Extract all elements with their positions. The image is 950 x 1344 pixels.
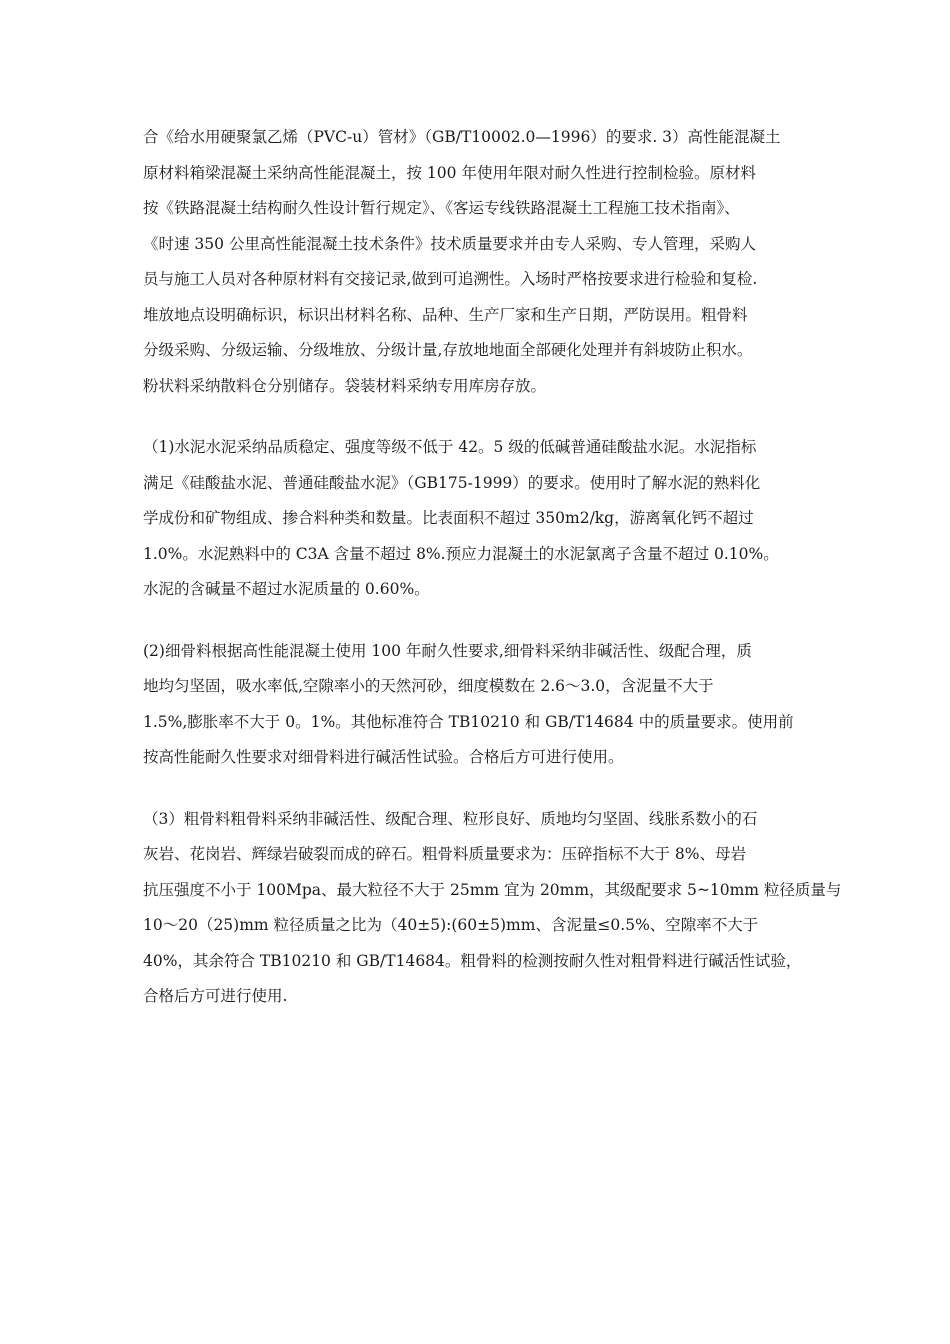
text-line: 按高性能耐久性要求对细骨料进行碱活性试验。合格后方可进行使用。 — [143, 748, 624, 766]
paragraph-spacer — [143, 608, 815, 634]
text-line: 灰岩、花岗岩、辉绿岩破裂而成的碎石。粗骨料质量要求为：压碎指标不大于 8%、母岩 — [143, 845, 747, 863]
text-line: 水泥的含碱量不超过水泥质量的 0.60%。 — [143, 580, 430, 598]
paragraph-spacer — [143, 776, 815, 802]
text-line: （3）粗骨料粗骨料采纳非碱活性、级配合理、粒形良好、质地均匀坚固、线胀系数小的石 — [143, 809, 758, 828]
text-line: 员与施工人员对各种原材料有交接记录,做到可追溯性。入场时严格按要求进行检验和复检. — [143, 270, 758, 288]
text-line: 学成份和矿物组成、掺合料种类和数量。比表面积不超过 350m2/kg，游离氧化钙不超过 — [143, 509, 754, 527]
paragraph-cement — [143, 430, 815, 608]
document-body — [143, 120, 842, 1015]
text-line: 1.5%,膨胀率不大于 0。1%。其他标准符合 TB10210 和 GB/T14684 中的质量要求。使用前 — [143, 712, 794, 731]
text-line: 粉状料采纳散料仓分别储存。袋装材料采纳专用库房存放。 — [143, 376, 547, 395]
text-line: 《时速 350 公里高性能混凝土技术条件》技术质量要求并由专人采购、专人管理，采购人 — [143, 234, 756, 253]
text-line: 合格后方可进行使用. — [143, 987, 288, 1005]
text-line: 满足《硅酸盐水泥、普通硅酸盐水泥》（GB175-1999）的要求。使用时了解水泥的熟料化 — [143, 473, 761, 492]
text-line: 堆放地点设明确标识，标识出材料名称、品种、生产厂家和生产日期，严防误用。粗骨料 — [143, 305, 748, 324]
text-line: 合《给水用硬聚氯乙烯（PVC-u）管材》（GB/T10002.0—1996）的要求. 3）高性能混凝土 — [143, 128, 781, 146]
text-line: 地均匀坚固，吸水率低,空隙率小的天然河砂，细度模数在 2.6～3.0，含泥量不大于 — [143, 677, 714, 695]
text-line: 1.0%。水泥熟料中的 C3A 含量不超过 8%.预应力混凝土的水泥氯离子含量不超过 0.10%。 — [143, 544, 779, 563]
text-line: （1)水泥水泥采纳品质稳定、强度等级不低于 42。5 级的低碱普通硅酸盐水泥。水泥指标 — [143, 438, 757, 456]
text-line: 40%，其余符合 TB10210 和 GB/T14684。粗骨料的检测按耐久性对粗骨料进行碱活性试验， — [143, 951, 802, 970]
paragraph-fine-aggregate — [143, 634, 815, 776]
paragraph-raw-materials — [143, 120, 815, 404]
text-line: 10～20（25)mm 粒径质量之比为（40±5):(60±5)mm、含泥量≤0.5%、空隙率不大于 — [143, 916, 759, 934]
text-line: 分级采购、分级运输、分级堆放、分级计量,存放地地面全部硬化处理并有斜坡防止积水。 — [143, 341, 753, 359]
paragraph-coarse-aggregate — [143, 802, 842, 1015]
text-line: 原材料箱梁混凝土采纳高性能混凝土，按 100 年使用年限对耐久性进行控制检验。原材料 — [143, 163, 756, 182]
paragraph-spacer — [143, 404, 815, 430]
text-line: (2)细骨料根据高性能混凝土使用 100 年耐久性要求,细骨料采纳非碱活性、级配合理，质 — [143, 641, 752, 660]
text-line: 抗压强度不小于 100Mpa、最大粒径不大于 25mm 宜为 20mm，其级配要求 5~10mm 粒径质量与 — [143, 880, 842, 899]
text-line: 按《铁路混凝土结构耐久性设计暂行规定》、《客运专线铁路混凝土工程施工技术指南》、 — [143, 199, 740, 217]
